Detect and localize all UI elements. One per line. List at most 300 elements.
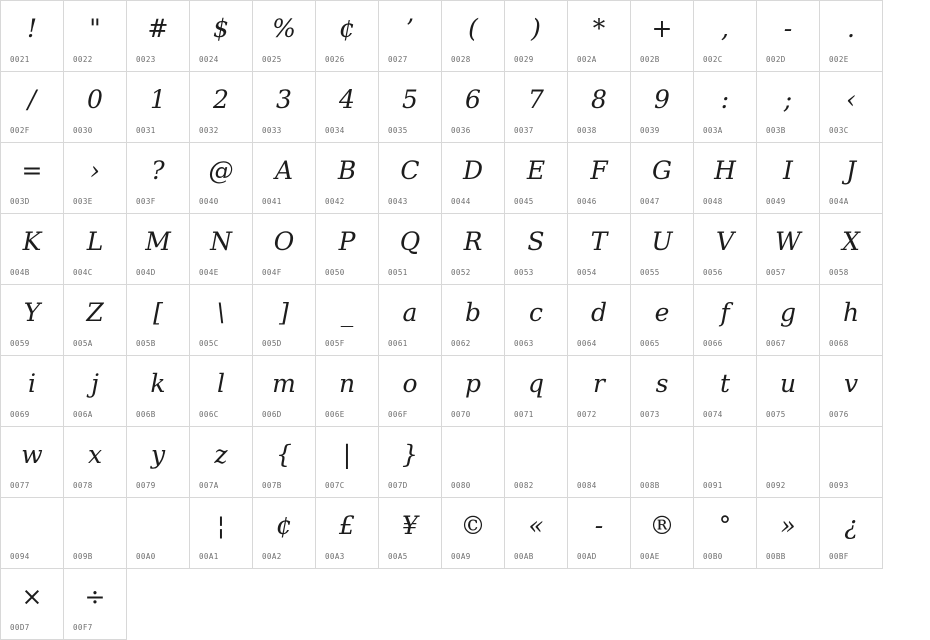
glyph-cell[interactable] — [568, 1, 631, 72]
glyph-codepoint: 0040 — [199, 197, 219, 206]
glyph-character: a — [402, 297, 418, 327]
glyph-codepoint: 0032 — [199, 126, 219, 135]
glyph-character: k — [150, 368, 166, 398]
glyph-character: / — [27, 84, 37, 114]
glyph-cell[interactable] — [694, 72, 757, 143]
glyph-cell[interactable] — [253, 72, 316, 143]
glyph-codepoint: 0045 — [514, 197, 534, 206]
glyph-codepoint: 00A5 — [388, 552, 408, 561]
glyph-codepoint: 0072 — [577, 410, 597, 419]
glyph-cell[interactable] — [1, 427, 64, 498]
glyph-codepoint: 0034 — [325, 126, 345, 135]
glyph-character — [1, 502, 63, 548]
glyph-character: v — [843, 368, 859, 398]
glyph-codepoint: 0047 — [640, 197, 660, 206]
glyph-codepoint: 00BB — [766, 552, 786, 561]
glyph-character: = — [21, 155, 43, 185]
glyph-codepoint: 0062 — [451, 339, 471, 348]
glyph-character: › — [90, 155, 100, 185]
glyph-cell[interactable] — [820, 1, 883, 72]
glyph-character: " — [89, 13, 101, 43]
glyph-codepoint: 003A — [703, 126, 723, 135]
glyph-cell[interactable] — [253, 356, 316, 427]
glyph-cell[interactable] — [694, 356, 757, 427]
glyph-character: B — [337, 155, 357, 185]
glyph-character: N — [210, 226, 232, 256]
glyph-character: 5 — [402, 84, 418, 114]
glyph-codepoint: 00AB — [514, 552, 534, 561]
glyph-codepoint: 0077 — [10, 481, 30, 490]
glyph-cell[interactable] — [190, 143, 253, 214]
glyph-cell[interactable] — [127, 214, 190, 285]
glyph-cell[interactable] — [757, 356, 820, 427]
glyph-cell[interactable] — [757, 498, 820, 569]
glyph-cell[interactable] — [190, 285, 253, 356]
glyph-cell[interactable] — [1, 214, 64, 285]
glyph-cell[interactable] — [316, 1, 379, 72]
glyph-codepoint: 007C — [325, 481, 345, 490]
glyph-cell[interactable] — [694, 427, 757, 498]
glyph-cell[interactable] — [127, 143, 190, 214]
glyph-codepoint: 0074 — [703, 410, 723, 419]
glyph-character — [631, 431, 693, 477]
glyph-character: { — [276, 439, 292, 469]
glyph-cell[interactable] — [757, 72, 820, 143]
glyph-character: Q — [399, 226, 421, 256]
glyph-codepoint: 0067 — [766, 339, 786, 348]
glyph-cell[interactable] — [631, 498, 694, 569]
glyph-character: ¿ — [844, 510, 858, 540]
glyph-character: | — [342, 439, 352, 469]
glyph-character: x — [87, 439, 103, 469]
glyph-character: _ — [340, 297, 354, 327]
glyph-codepoint: 0054 — [577, 268, 597, 277]
glyph-character — [442, 431, 504, 477]
glyph-character: ] — [279, 297, 289, 327]
glyph-codepoint: 0044 — [451, 197, 471, 206]
glyph-cell[interactable] — [505, 72, 568, 143]
glyph-codepoint: 0035 — [388, 126, 408, 135]
glyph-character: g — [779, 297, 796, 327]
glyph-character: × — [21, 581, 43, 611]
glyph-cell[interactable] — [316, 214, 379, 285]
glyph-codepoint: 004C — [73, 268, 93, 277]
glyph-character: E — [526, 155, 546, 185]
glyph-cell[interactable] — [316, 498, 379, 569]
glyph-character: I — [783, 155, 793, 185]
glyph-codepoint: 005A — [73, 339, 93, 348]
glyph-codepoint: 0037 — [514, 126, 534, 135]
glyph-cell[interactable] — [127, 72, 190, 143]
glyph-codepoint: 005C — [199, 339, 219, 348]
glyph-cell[interactable] — [190, 427, 253, 498]
glyph-cell[interactable] — [820, 498, 883, 569]
glyph-character — [568, 431, 630, 477]
glyph-cell[interactable] — [316, 285, 379, 356]
glyph-character: ¢ — [276, 510, 292, 540]
glyph-cell[interactable] — [190, 72, 253, 143]
glyph-cell[interactable] — [64, 498, 127, 569]
glyph-codepoint: 003E — [73, 197, 93, 206]
glyph-cell[interactable] — [316, 72, 379, 143]
glyph-character: n — [338, 368, 356, 398]
glyph-codepoint: 0059 — [10, 339, 30, 348]
glyph-codepoint: 0065 — [640, 339, 660, 348]
glyph-cell[interactable] — [568, 143, 631, 214]
glyph-character: . — [847, 13, 855, 43]
glyph-codepoint: 0052 — [451, 268, 471, 277]
glyph-cell[interactable] — [757, 427, 820, 498]
glyph-cell[interactable] — [694, 143, 757, 214]
glyph-character: ¢ — [339, 13, 355, 43]
glyph-codepoint: 002B — [640, 55, 660, 64]
glyph-codepoint: 002F — [10, 126, 30, 135]
glyph-cell[interactable] — [190, 498, 253, 569]
glyph-codepoint: 00A9 — [451, 552, 471, 561]
glyph-cell[interactable] — [442, 1, 505, 72]
glyph-character: G — [652, 155, 672, 185]
glyph-character: w — [21, 439, 43, 469]
glyph-character: O — [273, 226, 295, 256]
glyph-character: m — [272, 368, 296, 398]
glyph-codepoint: 0092 — [766, 481, 786, 490]
glyph-codepoint: 0057 — [766, 268, 786, 277]
glyph-cell[interactable] — [253, 143, 316, 214]
glyph-codepoint: 00AE — [640, 552, 660, 561]
glyph-cell[interactable] — [568, 214, 631, 285]
glyph-cell[interactable] — [127, 427, 190, 498]
glyph-character: J — [845, 155, 857, 185]
glyph-cell[interactable] — [1, 498, 64, 569]
glyph-cell[interactable] — [568, 285, 631, 356]
glyph-codepoint: 00BF — [829, 552, 849, 561]
glyph-cell[interactable] — [1, 356, 64, 427]
glyph-codepoint: 0022 — [73, 55, 93, 64]
glyph-codepoint: 003B — [766, 126, 786, 135]
glyph-cell[interactable] — [631, 214, 694, 285]
glyph-character: 7 — [528, 84, 544, 114]
glyph-codepoint: 002C — [703, 55, 723, 64]
glyph-codepoint: 0071 — [514, 410, 534, 419]
glyph-cell[interactable] — [631, 427, 694, 498]
glyph-character — [757, 431, 819, 477]
glyph-codepoint: 004B — [10, 268, 30, 277]
glyph-codepoint: 0029 — [514, 55, 534, 64]
glyph-character: , — [721, 13, 729, 43]
glyph-cell[interactable] — [820, 72, 883, 143]
glyph-character: ÷ — [84, 581, 106, 611]
glyph-codepoint: 0026 — [325, 55, 345, 64]
glyph-cell[interactable] — [316, 427, 379, 498]
glyph-codepoint: 006A — [73, 410, 93, 419]
glyph-codepoint: 004A — [829, 197, 849, 206]
glyph-codepoint: 0082 — [514, 481, 534, 490]
glyph-cell[interactable] — [253, 285, 316, 356]
glyph-cell[interactable] — [568, 356, 631, 427]
glyph-codepoint: 0061 — [388, 339, 408, 348]
glyph-cell[interactable] — [757, 214, 820, 285]
glyph-codepoint: 0046 — [577, 197, 597, 206]
glyph-codepoint: 0068 — [829, 339, 849, 348]
glyph-cell[interactable] — [64, 214, 127, 285]
glyph-cell[interactable] — [64, 72, 127, 143]
glyph-codepoint: 002D — [766, 55, 786, 64]
glyph-cell[interactable] — [379, 356, 442, 427]
glyph-character: h — [842, 297, 860, 327]
glyph-codepoint: 006F — [388, 410, 408, 419]
glyph-codepoint: 0066 — [703, 339, 723, 348]
glyph-cell[interactable] — [568, 427, 631, 498]
glyph-cell[interactable] — [127, 285, 190, 356]
glyph-character: ‹ — [846, 84, 856, 114]
glyph-character: S — [527, 226, 545, 256]
glyph-cell[interactable] — [253, 427, 316, 498]
glyph-cell[interactable] — [1, 285, 64, 356]
glyph-codepoint: 0036 — [451, 126, 471, 135]
glyph-character: q — [527, 368, 544, 398]
glyph-cell[interactable] — [316, 356, 379, 427]
glyph-character: ¦ — [216, 510, 226, 540]
glyph-character: Z — [86, 297, 104, 327]
glyph-codepoint: 008B — [640, 481, 660, 490]
glyph-cell[interactable] — [379, 498, 442, 569]
glyph-codepoint: 00A2 — [262, 552, 282, 561]
glyph-cell[interactable] — [820, 356, 883, 427]
glyph-cell[interactable] — [631, 143, 694, 214]
glyph-cell[interactable] — [694, 498, 757, 569]
glyph-cell[interactable] — [694, 214, 757, 285]
glyph-character: ; — [783, 84, 793, 114]
glyph-codepoint: 0027 — [388, 55, 408, 64]
glyph-character: i — [28, 368, 36, 398]
glyph-cell[interactable] — [379, 143, 442, 214]
glyph-codepoint: 0031 — [136, 126, 156, 135]
glyph-character: } — [402, 439, 418, 469]
glyph-character: 1 — [150, 84, 166, 114]
glyph-character: b — [464, 297, 481, 327]
glyph-cell[interactable] — [190, 1, 253, 72]
glyph-cell[interactable] — [442, 356, 505, 427]
glyph-cell[interactable] — [64, 143, 127, 214]
glyph-character: V — [715, 226, 735, 256]
glyph-codepoint: 002A — [577, 55, 597, 64]
glyph-codepoint: 0069 — [10, 410, 30, 419]
glyph-cell[interactable] — [127, 356, 190, 427]
glyph-codepoint: 0070 — [451, 410, 471, 419]
glyph-codepoint: 0053 — [514, 268, 534, 277]
glyph-cell[interactable] — [820, 214, 883, 285]
glyph-character — [820, 431, 882, 477]
glyph-character: o — [402, 368, 418, 398]
glyph-cell[interactable] — [379, 285, 442, 356]
glyph-codepoint: 00A1 — [199, 552, 219, 561]
glyph-cell[interactable] — [64, 427, 127, 498]
glyph-cell[interactable] — [505, 285, 568, 356]
glyph-codepoint: 005F — [325, 339, 345, 348]
glyph-cell[interactable] — [757, 143, 820, 214]
glyph-codepoint: 00D7 — [10, 623, 30, 632]
glyph-cell[interactable] — [505, 1, 568, 72]
glyph-character: 8 — [591, 84, 607, 114]
glyph-character: * — [592, 13, 606, 43]
glyph-character: u — [779, 368, 797, 398]
glyph-character: s — [655, 368, 669, 398]
glyph-codepoint: 007D — [388, 481, 408, 490]
glyph-codepoint: 0080 — [451, 481, 471, 490]
glyph-cell[interactable] — [379, 427, 442, 498]
glyph-character: $ — [213, 13, 229, 43]
glyph-character: U — [651, 226, 673, 256]
glyph-character: l — [217, 368, 225, 398]
glyph-character: ) — [531, 13, 541, 43]
glyph-character: K — [22, 226, 42, 256]
glyph-codepoint: 0028 — [451, 55, 471, 64]
glyph-cell[interactable] — [505, 498, 568, 569]
glyph-cell[interactable] — [820, 427, 883, 498]
glyph-codepoint: 003C — [829, 126, 849, 135]
glyph-cell[interactable] — [505, 143, 568, 214]
glyph-character: @ — [208, 155, 234, 185]
glyph-cell[interactable] — [757, 1, 820, 72]
glyph-character: £ — [339, 510, 355, 540]
glyph-codepoint: 006B — [136, 410, 156, 419]
glyph-codepoint: 0043 — [388, 197, 408, 206]
glyph-cell[interactable] — [64, 1, 127, 72]
glyph-character: « — [528, 510, 544, 540]
glyph-codepoint: 004E — [199, 268, 219, 277]
glyph-character: Y — [23, 297, 41, 327]
glyph-cell[interactable] — [505, 214, 568, 285]
glyph-codepoint: 009B — [73, 552, 93, 561]
glyph-character: r — [593, 368, 605, 398]
glyph-character: M — [145, 226, 171, 256]
glyph-codepoint: 0073 — [640, 410, 660, 419]
glyph-character: j — [91, 368, 99, 398]
glyph-character: ( — [468, 13, 478, 43]
glyph-cell[interactable] — [631, 72, 694, 143]
glyph-character: \ — [216, 297, 226, 327]
glyph-cell[interactable] — [1, 1, 64, 72]
glyph-cell[interactable] — [1, 72, 64, 143]
glyph-character: f — [720, 297, 730, 327]
glyph-character: 0 — [87, 84, 103, 114]
glyph-character: 3 — [276, 84, 292, 114]
glyph-character: t — [719, 368, 731, 398]
glyph-codepoint: 006E — [325, 410, 345, 419]
glyph-cell[interactable] — [64, 356, 127, 427]
glyph-codepoint: 0048 — [703, 197, 723, 206]
glyph-cell[interactable] — [631, 1, 694, 72]
glyph-cell[interactable] — [442, 72, 505, 143]
glyph-codepoint: 00B0 — [703, 552, 723, 561]
glyph-character: R — [463, 226, 483, 256]
glyph-codepoint: 0055 — [640, 268, 660, 277]
glyph-character: ° — [718, 510, 732, 540]
glyph-cell[interactable] — [442, 498, 505, 569]
glyph-character: X — [842, 226, 860, 256]
glyph-character: F — [590, 155, 608, 185]
glyph-cell[interactable] — [253, 1, 316, 72]
glyph-character — [505, 431, 567, 477]
glyph-cell[interactable] — [631, 285, 694, 356]
glyph-character: D — [462, 155, 484, 185]
glyph-codepoint: 0076 — [829, 410, 849, 419]
glyph-character: - — [594, 510, 604, 540]
glyph-cell[interactable] — [442, 427, 505, 498]
glyph-cell[interactable] — [253, 498, 316, 569]
glyph-cell[interactable] — [190, 214, 253, 285]
glyph-codepoint: 0049 — [766, 197, 786, 206]
glyph-cell[interactable] — [631, 356, 694, 427]
glyph-cell[interactable] — [505, 427, 568, 498]
glyph-cell[interactable] — [505, 356, 568, 427]
glyph-cell[interactable] — [316, 143, 379, 214]
glyph-character: z — [214, 439, 228, 469]
glyph-character: d — [590, 297, 607, 327]
glyph-codepoint: 0042 — [325, 197, 345, 206]
glyph-cell[interactable] — [190, 356, 253, 427]
glyph-cell[interactable] — [379, 1, 442, 72]
glyph-character: L — [86, 226, 104, 256]
glyph-codepoint: 0050 — [325, 268, 345, 277]
glyph-cell[interactable] — [127, 498, 190, 569]
glyph-character: p — [464, 368, 481, 398]
glyph-codepoint: 003D — [10, 197, 30, 206]
glyph-character: 2 — [213, 84, 229, 114]
glyph-character: ! — [26, 13, 38, 43]
glyph-codepoint: 0030 — [73, 126, 93, 135]
glyph-cell[interactable] — [253, 214, 316, 285]
glyph-codepoint: 0024 — [199, 55, 219, 64]
glyph-character: - — [783, 13, 793, 43]
glyph-codepoint: 0064 — [577, 339, 597, 348]
glyph-cell[interactable] — [757, 285, 820, 356]
glyph-codepoint: 0094 — [10, 552, 30, 561]
glyph-codepoint: 0084 — [577, 481, 597, 490]
glyph-cell[interactable] — [694, 285, 757, 356]
glyph-character: W — [775, 226, 801, 256]
glyph-codepoint: 006C — [199, 410, 219, 419]
glyph-character — [127, 502, 189, 548]
glyph-codepoint: 006D — [262, 410, 282, 419]
glyph-codepoint: 005D — [262, 339, 282, 348]
glyph-cell[interactable] — [1, 143, 64, 214]
glyph-codepoint: 00AD — [577, 552, 597, 561]
glyph-cell[interactable] — [442, 214, 505, 285]
glyph-codepoint: 00A3 — [325, 552, 345, 561]
glyph-character: y — [150, 439, 166, 469]
glyph-cell[interactable] — [820, 285, 883, 356]
glyph-codepoint: 002E — [829, 55, 849, 64]
glyph-character: ¥ — [402, 510, 418, 540]
glyph-codepoint: 0078 — [73, 481, 93, 490]
glyph-character — [694, 431, 756, 477]
glyph-codepoint: 00F7 — [73, 623, 93, 632]
glyph-cell[interactable] — [379, 214, 442, 285]
glyph-cell[interactable] — [568, 72, 631, 143]
glyph-cell[interactable] — [64, 285, 127, 356]
glyph-cell[interactable] — [442, 285, 505, 356]
glyph-cell[interactable] — [442, 143, 505, 214]
glyph-character: 9 — [654, 84, 670, 114]
glyph-character: : — [720, 84, 730, 114]
glyph-cell[interactable] — [127, 1, 190, 72]
glyph-cell[interactable] — [568, 498, 631, 569]
glyph-cell[interactable] — [820, 143, 883, 214]
glyph-cell[interactable] — [694, 1, 757, 72]
glyph-cell[interactable] — [379, 72, 442, 143]
glyph-codepoint: 007A — [199, 481, 219, 490]
